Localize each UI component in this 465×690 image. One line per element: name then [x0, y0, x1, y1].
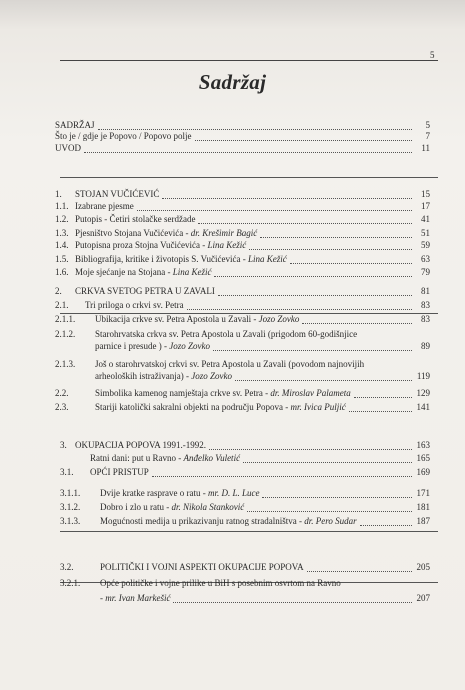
toc-entry-author: Lina Kežić [248, 254, 287, 264]
page-title: Sadržaj [198, 70, 267, 94]
toc-entry-number: 3.2.1. [60, 578, 81, 588]
toc-entry-author: dr. Pero Sudar [304, 516, 357, 526]
dot-leader [98, 120, 412, 130]
toc-entry-page: 11 [421, 143, 430, 153]
toc-entry-page: 83 [421, 300, 430, 310]
dot-leader [235, 371, 412, 381]
toc-entry-number: 2.1.2. [55, 329, 76, 339]
dot-leader [152, 467, 412, 477]
toc-entry-author: mr. Ivica Puljić [290, 402, 346, 412]
toc-entry-number: 2. [55, 286, 62, 296]
toc-entry-number: 1.1. [55, 201, 69, 211]
dot-leader [195, 131, 413, 141]
toc-entry-title: Starohrvatska crkva sv. Petra Apostola u Zavali (prigodom 60-godišnjice [95, 329, 358, 339]
toc-entry-title: Bibliografija, kritike i životopis S. Vučićevića - Lina Kežić [75, 254, 287, 264]
page-number: 5 [430, 50, 435, 60]
toc-entry-title: Što je / gdje je Popovo / Popovo polje [55, 131, 192, 141]
toc-entry-page: 119 [416, 371, 430, 381]
dot-leader [247, 502, 412, 512]
toc-entry-page: 79 [421, 267, 430, 277]
toc-entry-number: 3.1. [60, 467, 74, 477]
toc-entry-number: 3.1.1. [60, 488, 81, 498]
dot-leader [262, 488, 412, 498]
toc-entry-page: 5 [425, 120, 430, 130]
toc-entry-author: dr. Nikola Stanković [171, 502, 245, 512]
toc-entry-title: Dobro i zlo u ratu - dr. Nikola Stanković [100, 502, 245, 512]
dot-leader [213, 341, 412, 351]
toc-entry-author: dr. Miroslav Palameta [270, 388, 351, 398]
toc-entry-title: - mr. Ivan Markešić [100, 593, 171, 603]
toc-entry-author: Lina Kežić [172, 267, 212, 277]
dot-leader [173, 593, 412, 603]
toc-entry-page: 7 [425, 131, 430, 141]
toc-entry-number: 1.3. [55, 228, 69, 238]
toc-entry-title: Opće političke i vojne prilike u BiH s posebnim osvrtom na Ravno [100, 578, 341, 588]
dot-leader [243, 453, 412, 463]
toc-entry-title: Moje sjećanje na Stojana - Lina Kežić [75, 267, 212, 277]
toc-entry-author: dr. Krešimir Bagić [190, 228, 258, 238]
toc-entry-title: Ratni dani: put u Ravno - Anđelko Vuletić [90, 453, 241, 463]
toc-entry-number: 2.1. [55, 300, 69, 310]
toc-entry-author: Jozo Zovko [191, 371, 232, 381]
toc-entry-number: 3.1.2. [60, 502, 81, 512]
toc-entry-number: 2.3. [55, 402, 69, 412]
dot-leader [214, 267, 412, 277]
dot-leader [360, 516, 412, 526]
toc-entry-title: Tri priloga o crkvi sv. Petra [85, 300, 184, 310]
dot-leader [290, 254, 412, 264]
toc-entry-author: mr. D. L. Luce [207, 488, 260, 498]
dot-leader [209, 440, 412, 450]
toc-entry-page: 89 [421, 341, 430, 351]
toc-entry-number: 1.5. [55, 254, 69, 264]
toc-entry-title: SADRŽAJ [55, 120, 95, 130]
toc-entry-page: 51 [421, 228, 430, 238]
dot-leader [137, 201, 412, 211]
toc-entry-author: mr. Ivan Markešić [105, 593, 171, 603]
toc-entry-title: OPĆI PRISTUP [90, 467, 149, 477]
toc-entry-number: 2.1.3. [55, 359, 76, 369]
toc-entry-page: 17 [421, 201, 430, 211]
toc-entry-number: 1.4. [55, 240, 69, 250]
toc-entry-title: STOJAN VUČIĆEVIĆ [75, 189, 160, 199]
toc-entry-page: 181 [416, 502, 430, 512]
dot-leader [302, 314, 412, 324]
toc-entry-number: 1.6. [55, 267, 69, 277]
toc-entry-number: 2.1.1. [55, 314, 76, 324]
toc-entry-page: 41 [421, 214, 430, 224]
toc-entry-number: 3.1.3. [60, 516, 81, 526]
toc-entry-title: Stariji katolički sakralni objekti na području Popova - mr. Ivica Puljić [95, 402, 346, 412]
toc-entry-title: Mogućnosti medija u prikazivanju ratnog stradalništva - dr. Pero Sudar [100, 516, 357, 526]
toc-entry-author: Jozo Zovko [169, 341, 210, 351]
toc-entry-page: 83 [421, 314, 430, 324]
dot-leader [260, 228, 412, 238]
toc-entry-page: 163 [416, 440, 430, 450]
toc-entry-author: Lina Kežić [207, 240, 247, 250]
toc-entry-page: 81 [421, 286, 430, 296]
toc-entry-number: 3.2. [60, 562, 74, 572]
toc-entry-title: Ubikacija crkve sv. Petra Apostola u Zavali - Jozo Zovko [95, 314, 300, 324]
toc-entry-title: Pjesništvo Stojana Vučićevića - dr. Krešimir Bagić [75, 228, 258, 238]
toc-entry-page: 187 [416, 516, 430, 526]
toc-entry-page: 165 [416, 453, 430, 463]
toc-entry-title: Još o starohrvatskoj crkvi sv. Petra Apostola u Zavali (povodom najnovijih [95, 359, 365, 369]
dot-leader [198, 214, 412, 224]
toc-entry-page: 205 [416, 562, 430, 572]
toc-entry-title: Putopis - Četiri stolačke serdžade [75, 214, 196, 224]
dot-leader [162, 189, 412, 199]
toc-entry-title: UVOD [55, 143, 81, 153]
dot-leader [354, 388, 412, 398]
toc-entry-page: 207 [416, 593, 430, 603]
toc-entry-page: 169 [416, 467, 430, 477]
toc-entry-title: POLITIČKI I VOJNI ASPEKTI OKUPACIJE POPOVA [100, 562, 304, 572]
toc-entry-number: 1. [55, 189, 62, 199]
toc-entry-page: 129 [416, 388, 430, 398]
toc-entry-page: 141 [416, 402, 430, 412]
toc-entry-title: arheoloških istraživanja) - Jozo Zovko [95, 371, 232, 381]
toc-entry-title: OKUPACIJA POPOVA 1991.-1992. [75, 440, 207, 450]
toc-entry-number: 1.2. [55, 214, 69, 224]
toc-entry-page: 15 [421, 189, 430, 199]
dot-leader [218, 286, 412, 296]
toc-entry-title: Putopisna proza Stojna Vučićevića - Lina Kežić [75, 240, 247, 250]
toc-entry-page: 63 [421, 254, 430, 264]
toc-entry-number: 2.2. [55, 388, 69, 398]
toc-entry-title: Simbolika kamenog namještaja crkve sv. Petra - dr. Miroslav Palameta [95, 388, 351, 398]
toc-entry-number: 3. [60, 440, 67, 450]
toc-entry-title: Dvije kratke rasprave o ratu - mr. D. L. Luce [100, 488, 260, 498]
dot-leader [249, 240, 412, 250]
dot-leader [349, 402, 412, 412]
toc-entry-title: Izabrane pjesme [75, 201, 134, 211]
dot-leader [307, 562, 412, 572]
dot-leader [84, 143, 412, 153]
dot-leader [187, 300, 412, 310]
toc-entry-page: 59 [421, 240, 430, 250]
toc-entry-author: Jozo Zovko [258, 314, 300, 324]
toc-entry-page: 171 [416, 488, 430, 498]
toc-entry-title: parnice i presude ) - Jozo Zovko [95, 341, 210, 351]
toc-entry-title: CRKVA SVETOG PETRA U ZAVALI [75, 286, 215, 296]
toc-entry-author: Anđelko Vuletić [183, 453, 241, 463]
